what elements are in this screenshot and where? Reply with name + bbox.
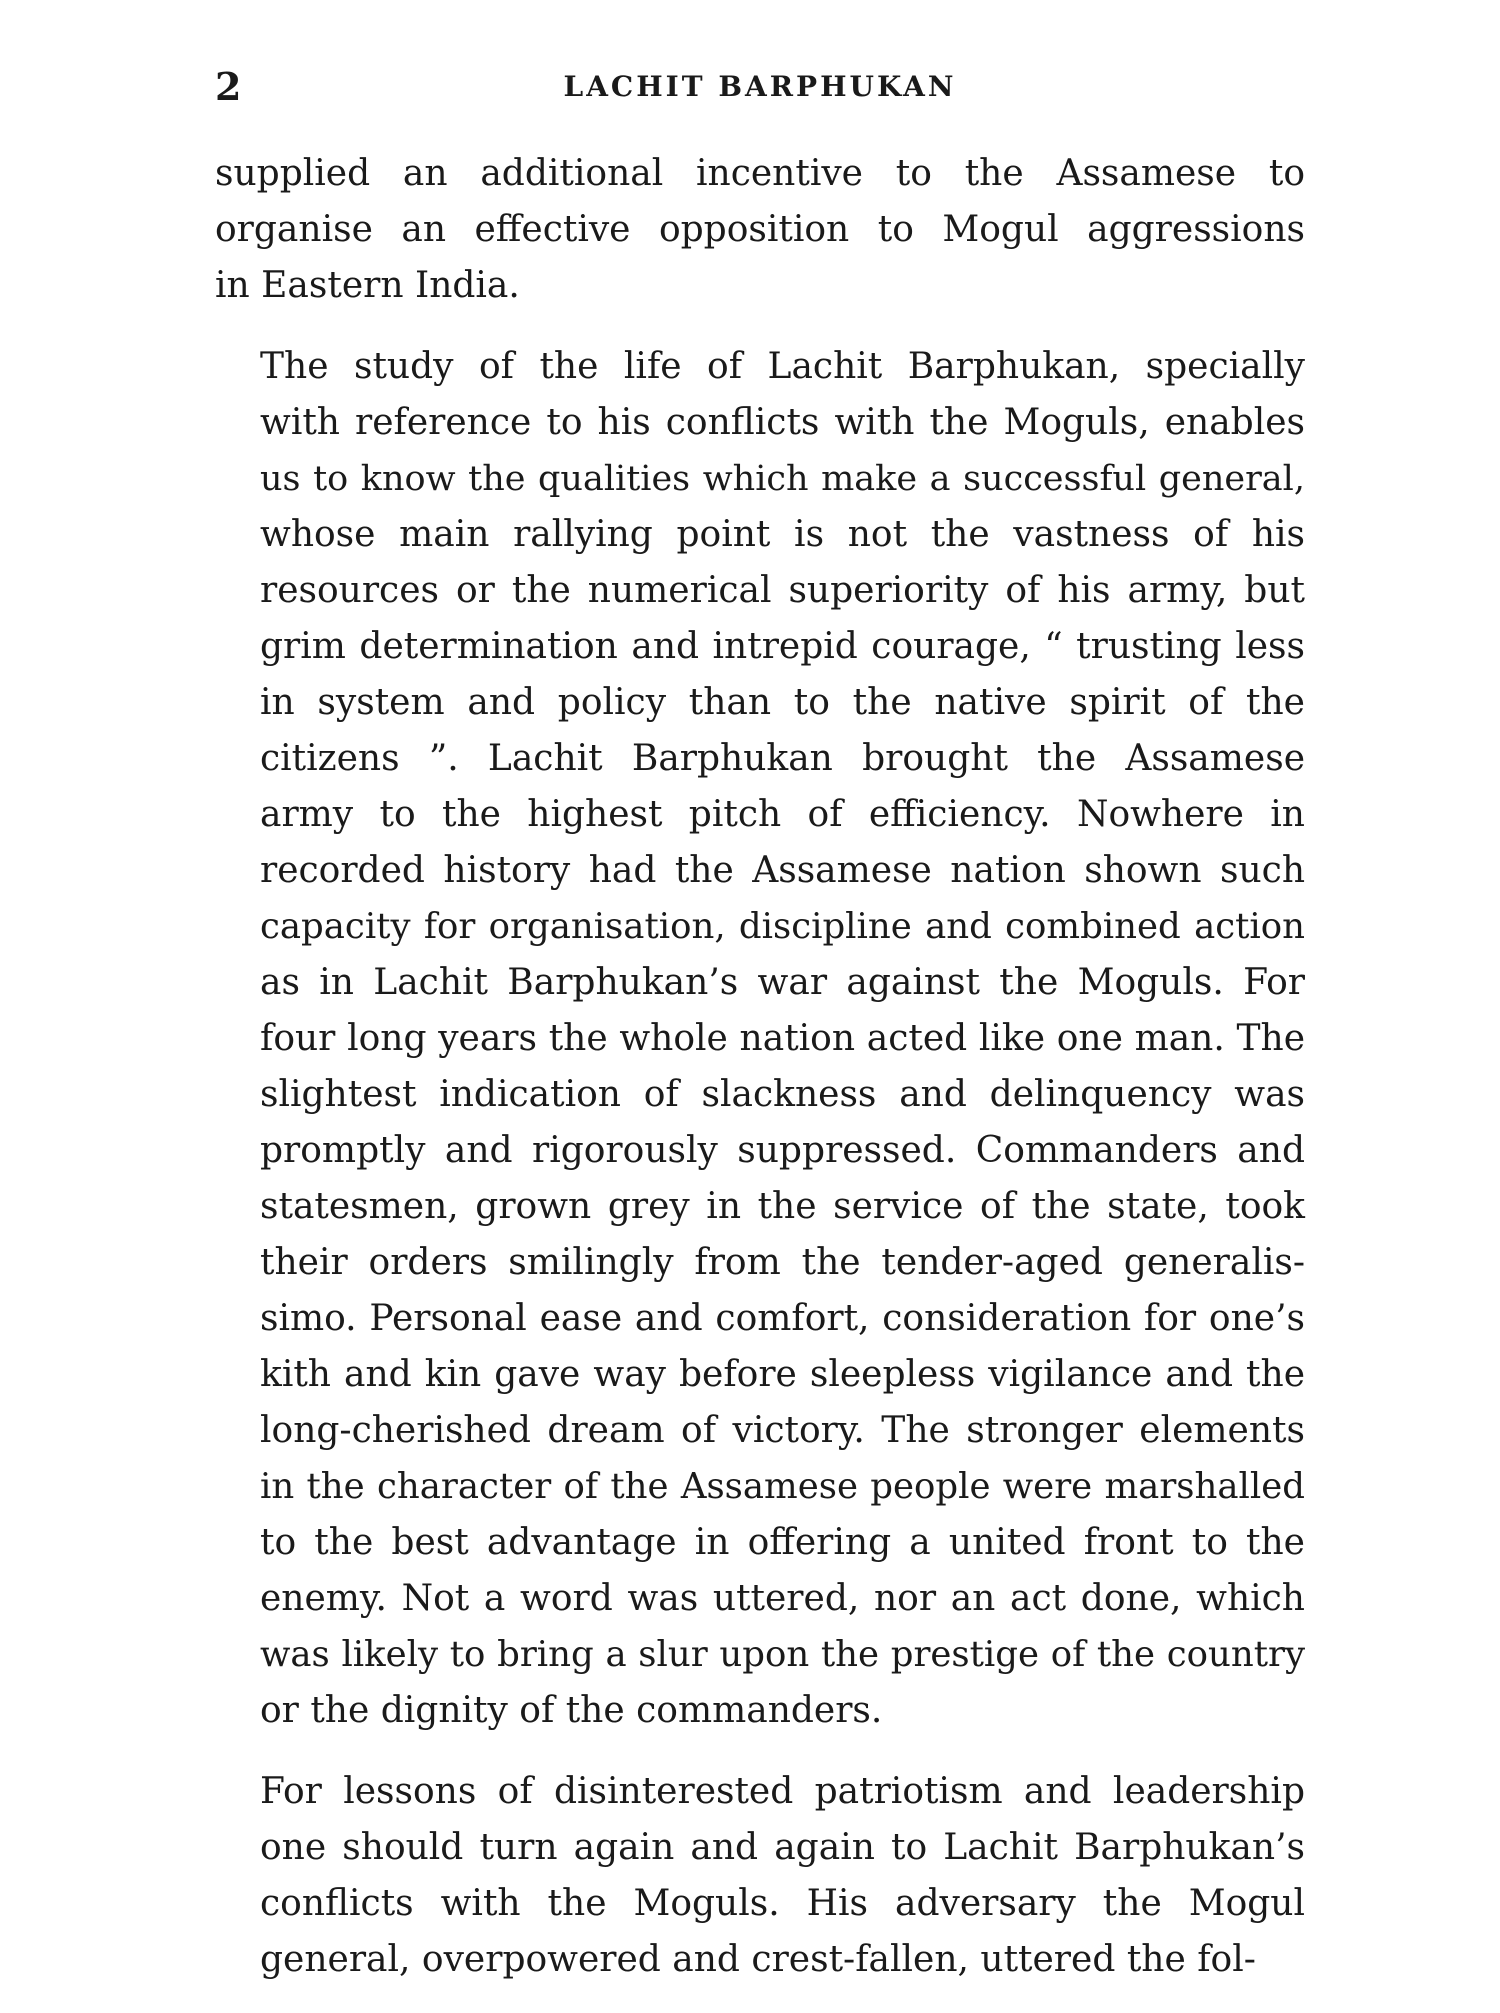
text-line: long-cherished dream of victory. The stronger elements	[260, 1410, 1305, 1451]
paragraph	[215, 339, 1305, 1739]
text-line: army to the highest pitch of efficiency. Nowhere in	[260, 794, 1305, 835]
text-line: in system and policy than to the native spirit of the	[260, 682, 1305, 723]
text-line: in Eastern India.	[215, 265, 520, 306]
text-line: their orders smilingly from the tender-aged generalis-	[260, 1242, 1305, 1283]
text-line: promptly and rigorously suppressed. Commanders and	[260, 1130, 1305, 1171]
text-line: enemy. Not a word was uttered, nor an act done, which	[260, 1578, 1305, 1619]
text-line: or the dignity of the commanders.	[260, 1690, 883, 1731]
text-line: one should turn again and again to Lachit Barphukan’s	[260, 1827, 1305, 1868]
page-number: 2	[215, 64, 242, 109]
text-line: to the best advantage in offering a united front to the	[260, 1522, 1305, 1563]
text-line: simo. Personal ease and comfort, consideration for one’s	[260, 1298, 1305, 1339]
text-line: citizens ”. Lachit Barphukan brought the Assamese	[260, 738, 1305, 779]
text-line: general, overpowered and crest-fallen, uttered the fol-	[260, 1939, 1256, 1980]
text-line: was likely to bring a slur upon the prestige of the country	[260, 1634, 1305, 1675]
text-line: capacity for organisation, discipline and combined action	[260, 906, 1305, 947]
text-line: grim determination and intrepid courage, “ trusting less	[260, 626, 1305, 667]
text-line: recorded history had the Assamese nation shown such	[260, 850, 1305, 891]
running-head: LACHIT BARPHUKAN	[563, 70, 957, 103]
text-line: The study of the life of Lachit Barphukan, specially	[260, 346, 1305, 387]
text-line: as in Lachit Barphukan’s war against the Moguls. For	[260, 962, 1305, 1003]
text-line: whose main rallying point is not the vastness of his	[260, 514, 1305, 555]
text-line: For lessons of disinterested patriotism and leadership	[260, 1771, 1305, 1812]
paragraph	[215, 146, 1305, 314]
text-line: resources or the numerical superiority of his army, but	[260, 570, 1305, 611]
text-line: statesmen, grown grey in the service of the state, took	[260, 1186, 1305, 1227]
paragraph	[215, 1764, 1305, 1988]
body-text	[215, 146, 1305, 2013]
text-line: conflicts with the Moguls. His adversary the Mogul	[260, 1883, 1305, 1924]
text-line: supplied an additional incentive to the Assamese to	[215, 153, 1305, 194]
text-line: four long years the whole nation acted like one man. The	[260, 1018, 1305, 1059]
text-line: slightest indication of slackness and delinquency was	[260, 1074, 1305, 1115]
text-line: in the character of the Assamese people were marshalled	[260, 1466, 1305, 1507]
text-line: kith and kin gave way before sleepless vigilance and the	[260, 1354, 1305, 1395]
text-line: with reference to his conflicts with the Moguls, enables	[260, 402, 1305, 443]
text-line: organise an effective opposition to Mogul aggressions	[215, 209, 1305, 250]
page-header	[215, 62, 1305, 112]
text-line: us to know the qualities which make a successful general,	[260, 459, 1305, 499]
